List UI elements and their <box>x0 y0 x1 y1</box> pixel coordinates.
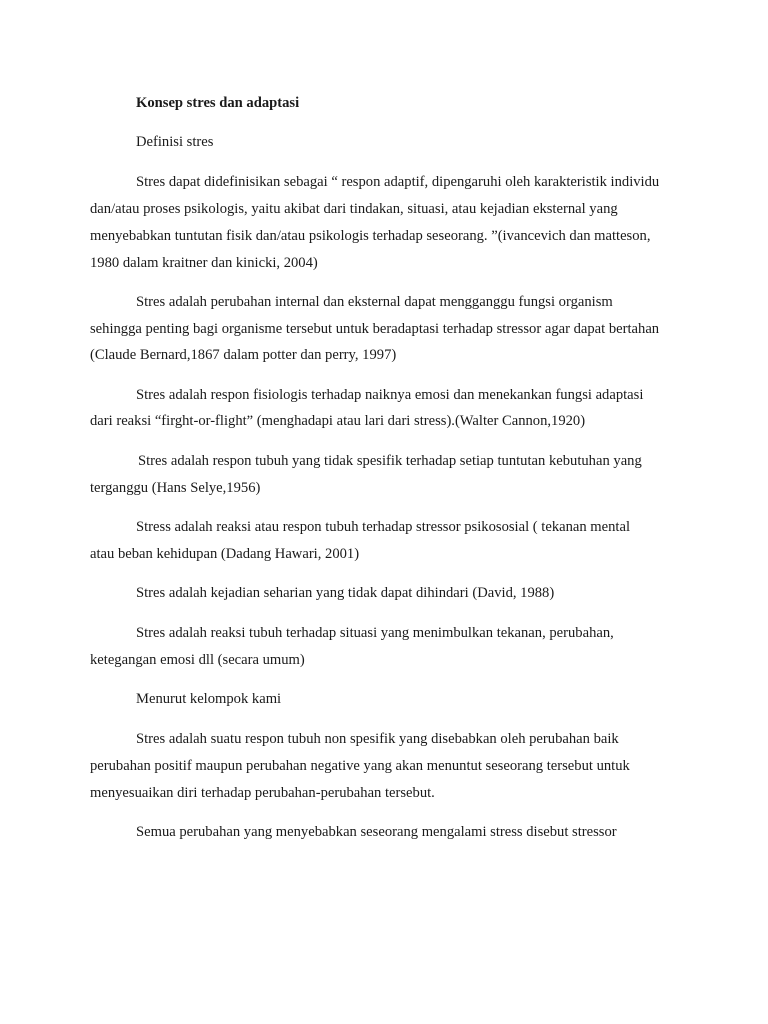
paragraph-line: Semua perubahan yang menyebabkan seseorang mengalami stress disebut stressor <box>136 824 617 840</box>
paragraph-line: Stres adalah perubahan internal dan eksternal dapat mengganggu fungsi organism <box>136 294 613 310</box>
paragraph-line: Stres adalah suatu respon tubuh non spesifik yang disebabkan oleh perubahan baik <box>136 731 619 747</box>
paragraph-line: Stres adalah kejadian seharian yang tidak dapat dihindari (David, 1988) <box>136 585 555 601</box>
paragraph-line: atau beban kehidupan (Dadang Hawari, 2001) <box>90 546 360 562</box>
paragraph-line: dan/atau proses psikologis, yaitu akibat dari tindakan, situasi, atau kejadian eksternal yang <box>90 201 618 217</box>
paragraph-line: (Claude Bernard,1867 dalam potter dan perry, 1997) <box>90 347 397 363</box>
paragraph-line: sehingga penting bagi organisme tersebut untuk beradaptasi terhadap stressor agar dapat bertahan <box>90 321 660 337</box>
paragraph-line: terganggu (Hans Selye,1956) <box>90 480 261 496</box>
paragraph-line: Stres adalah respon tubuh yang tidak spesifik terhadap setiap tuntutan kebutuhan yang <box>138 453 642 469</box>
paragraph-line: ketegangan emosi dll (secara umum) <box>90 652 305 668</box>
paragraph-line: dari reaksi “firght-or-flight” (menghadapi atau lari dari stress).(Walter Cannon,1920) <box>90 413 586 429</box>
paragraph-line: menyebabkan tuntutan fisik dan/atau psikologis terhadap seseorang. ”(ivancevich dan matteson, <box>90 228 651 244</box>
paragraph-line: Stress adalah reaksi atau respon tubuh terhadap stressor psikososial ( tekanan mental <box>136 519 631 535</box>
section-heading-definisi: Definisi stres <box>136 134 214 150</box>
section-heading-kelompok: Menurut kelompok kami <box>136 691 282 707</box>
paragraph-line: 1980 dalam kraitner dan kinicki, 2004) <box>90 255 318 271</box>
paragraph-line: menyesuaikan diri terhadap perubahan-perubahan tersebut. <box>90 785 435 801</box>
document-title: Konsep stres dan adaptasi <box>136 95 300 111</box>
paragraph-line: Stres adalah respon fisiologis terhadap naiknya emosi dan menekankan fungsi adaptasi <box>136 387 644 403</box>
paragraph-line: perubahan positif maupun perubahan negative yang akan menuntut seseorang tersebut untuk <box>90 758 630 774</box>
paragraph-line: Stres dapat didefinisikan sebagai “ respon adaptif, dipengaruhi oleh karakteristik individu <box>136 174 660 190</box>
paragraph-line: Stres adalah reaksi tubuh terhadap situasi yang menimbulkan tekanan, perubahan, <box>136 625 614 641</box>
